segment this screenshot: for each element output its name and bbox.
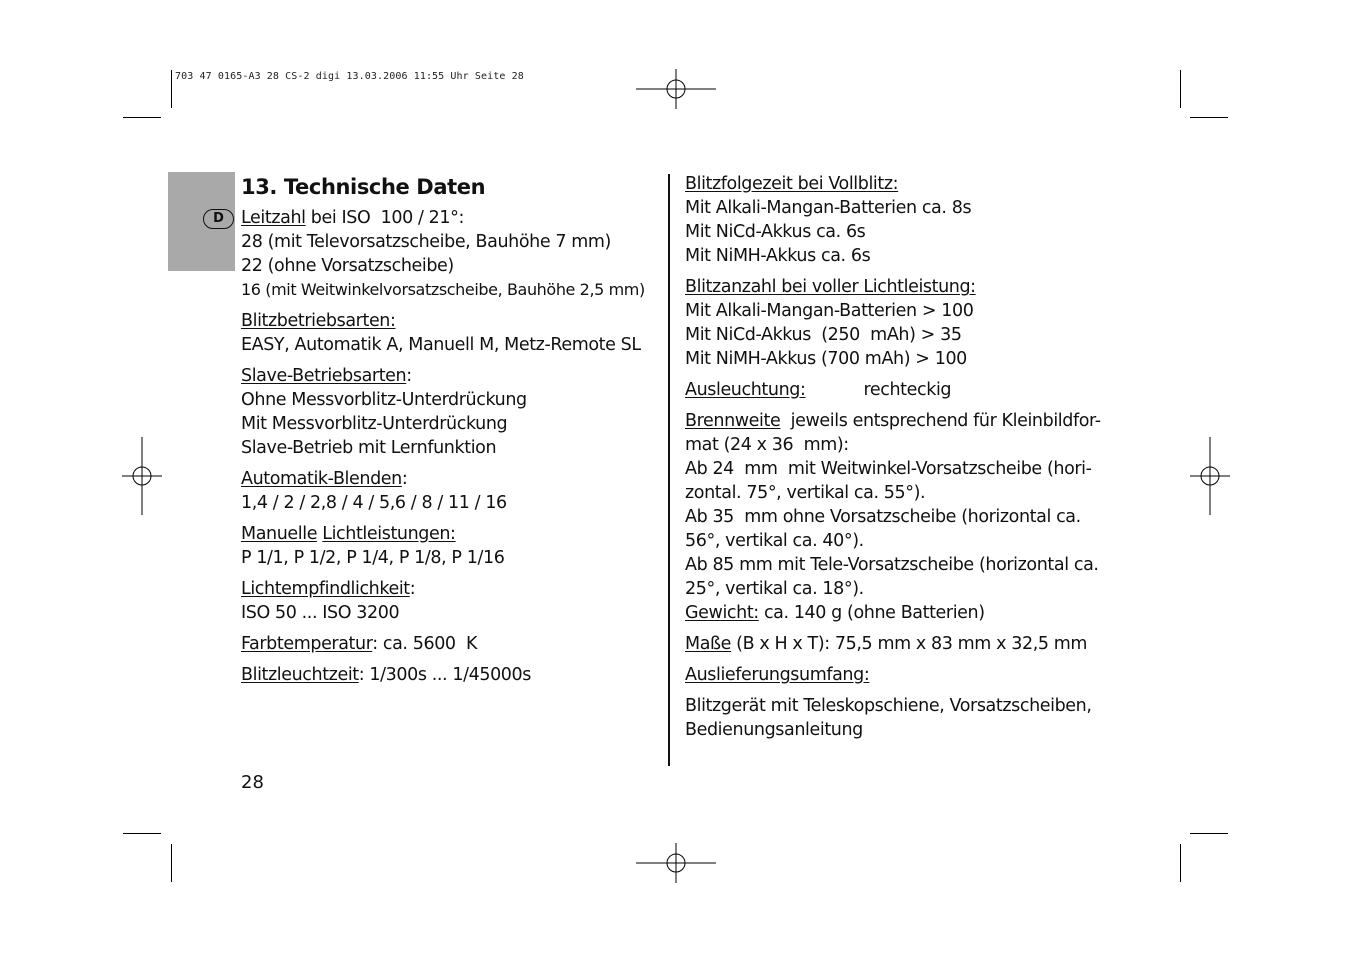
lieferung-section — [685, 663, 1095, 742]
brennweite-line: Ab 35 mm ohne Vorsatzscheibe (horizontal ca. — [685, 507, 1081, 527]
ausleuchtung-value: rechteckig — [863, 380, 952, 400]
slave-label-suffix: : — [406, 366, 412, 386]
brennweite-line: 25°, vertikal ca. 18°). — [685, 579, 864, 599]
crop-mark-br-v — [1180, 844, 1181, 882]
licht-value: ISO 50 ... ISO 3200 — [241, 603, 400, 623]
crop-mark-bl-h — [123, 833, 161, 834]
leitzahl-section — [241, 206, 661, 302]
brennweite-label: Brennweite — [685, 411, 781, 431]
manuelle-label-2: Lichtleistungen: — [322, 524, 456, 544]
brennweite-line: Ab 85 mm mit Tele-Vorsatzscheibe (horizontal ca. — [685, 555, 1099, 575]
anzahl-line: Mit NiCd-Akkus (250 mAh) > 35 — [685, 325, 962, 345]
registration-mark-bottom — [636, 843, 716, 883]
slave-line: Mit Messvorblitz-Unterdrückung — [241, 414, 508, 434]
automatik-value: 1,4 / 2 / 2,8 / 4 / 5,6 / 8 / 11 / 16 — [241, 493, 507, 513]
slave-line: Ohne Messvorblitz-Unterdrückung — [241, 390, 527, 410]
gewicht-rest: ca. 140 g (ohne Batterien) — [758, 603, 985, 623]
crop-mark-br-h — [1190, 833, 1228, 834]
ausleuchtung-label: Ausleuchtung: — [685, 380, 806, 400]
automatik-label: Automatik-Blenden — [241, 469, 402, 489]
crop-mark-tr-h — [1190, 117, 1228, 118]
ausleuchtung-section — [685, 378, 1095, 402]
masse-label: Maße — [685, 634, 732, 654]
anzahl-line: Mit Alkali-Mangan-Batterien > 100 — [685, 301, 974, 321]
left-column — [241, 172, 661, 694]
manuelle-section — [241, 522, 661, 570]
brennweite-rest: jeweils entsprechend für Kleinbildfor- — [780, 411, 1101, 431]
leucht-rest: : 1/300s ... 1/45000s — [358, 665, 531, 685]
manuelle-value: P 1/1, P 1/2, P 1/4, P 1/8, P 1/16 — [241, 548, 505, 568]
registration-mark-right — [1190, 437, 1230, 515]
masse-rest: (B x H x T): 75,5 mm x 83 mm x 32,5 mm — [731, 634, 1088, 654]
licht-label: Lichtempfindlichkeit — [241, 579, 410, 599]
leitzahl-line: 16 (mit Weitwinkelvorsatzscheibe, Bauhöhe 2,5 mm) — [241, 280, 645, 299]
slave-line: Slave-Betrieb mit Lernfunktion — [241, 438, 497, 458]
blitzbetriebsarten-value: EASY, Automatik A, Manuell M, Metz-Remote SL — [241, 335, 641, 355]
leitzahl-line: 22 (ohne Vorsatzscheibe) — [241, 256, 454, 276]
section-title: 13. Technische Daten — [241, 175, 486, 199]
crop-mark-bl-v — [171, 844, 172, 882]
farb-rest: : ca. 5600 K — [372, 634, 478, 654]
anzahl-section — [685, 275, 1095, 371]
page-number: 28 — [241, 772, 264, 793]
blitzbetriebsarten-label: Blitzbetriebsarten: — [241, 311, 396, 331]
crop-mark-tl-v — [171, 70, 172, 108]
folge-line: Mit NiMH-Akkus ca. 6s — [685, 246, 871, 266]
right-column — [685, 172, 1101, 749]
farb-label: Farbtemperatur — [241, 634, 373, 654]
leucht-label: Blitzleuchtzeit — [241, 665, 359, 685]
crop-mark-tr-v — [1180, 70, 1181, 108]
leitzahl-label: Leitzahl — [241, 208, 306, 228]
registration-mark-top — [636, 69, 716, 109]
farb-section — [241, 632, 661, 656]
brennweite-line: zontal. 75°, vertikal ca. 55°). — [685, 483, 926, 503]
leucht-section — [241, 663, 661, 687]
registration-mark-left — [122, 437, 162, 515]
column-divider — [668, 174, 670, 766]
leitzahl-line: 28 (mit Televorsatzscheibe, Bauhöhe 7 mm) — [241, 232, 611, 252]
anzahl-line: Mit NiMH-Akkus (700 mAh) > 100 — [685, 349, 967, 369]
crop-mark-tl-h — [123, 117, 161, 118]
lieferung-line: Blitzgerät mit Teleskopschiene, Vorsatzscheiben, — [685, 696, 1092, 716]
brennweite-line: Ab 24 mm mit Weitwinkel-Vorsatzscheibe (hori- — [685, 459, 1092, 479]
blitzbetriebsarten-section — [241, 309, 661, 357]
print-slug: 703 47 0165-A3 28 CS-2 digi 13.03.2006 11:55 Uhr Seite 28 — [175, 71, 524, 82]
manuelle-label-1: Manuelle — [241, 524, 318, 544]
licht-section — [241, 577, 661, 625]
leitzahl-rest: bei ISO 100 / 21°: — [305, 208, 464, 228]
automatik-label-suffix: : — [401, 469, 408, 489]
slave-section — [241, 364, 661, 460]
folge-section — [685, 172, 1095, 268]
masse-section — [685, 632, 1095, 656]
slave-label: Slave-Betriebsarten — [241, 366, 407, 386]
brennweite-line: 56°, vertikal ca. 40°). — [685, 531, 864, 551]
gewicht-label: Gewicht: — [685, 603, 759, 623]
lieferung-line: Bedienungsanleitung — [685, 720, 863, 740]
licht-label-suffix: : — [409, 579, 416, 599]
anzahl-label: Blitzanzahl bei voller Lichtleistung: — [685, 277, 976, 297]
brennweite-line: mat (24 x 36 mm): — [685, 435, 849, 455]
folge-line: Mit NiCd-Akkus ca. 6s — [685, 222, 866, 242]
gewicht-section — [685, 601, 1095, 625]
brennweite-section — [685, 409, 1101, 601]
folge-line: Mit Alkali-Mangan-Batterien ca. 8s — [685, 198, 972, 218]
automatik-section — [241, 467, 661, 515]
language-badge: D — [203, 209, 234, 229]
lieferung-label: Auslieferungsumfang: — [685, 665, 870, 685]
folge-label: Blitzfolgezeit bei Vollblitz: — [685, 174, 899, 194]
